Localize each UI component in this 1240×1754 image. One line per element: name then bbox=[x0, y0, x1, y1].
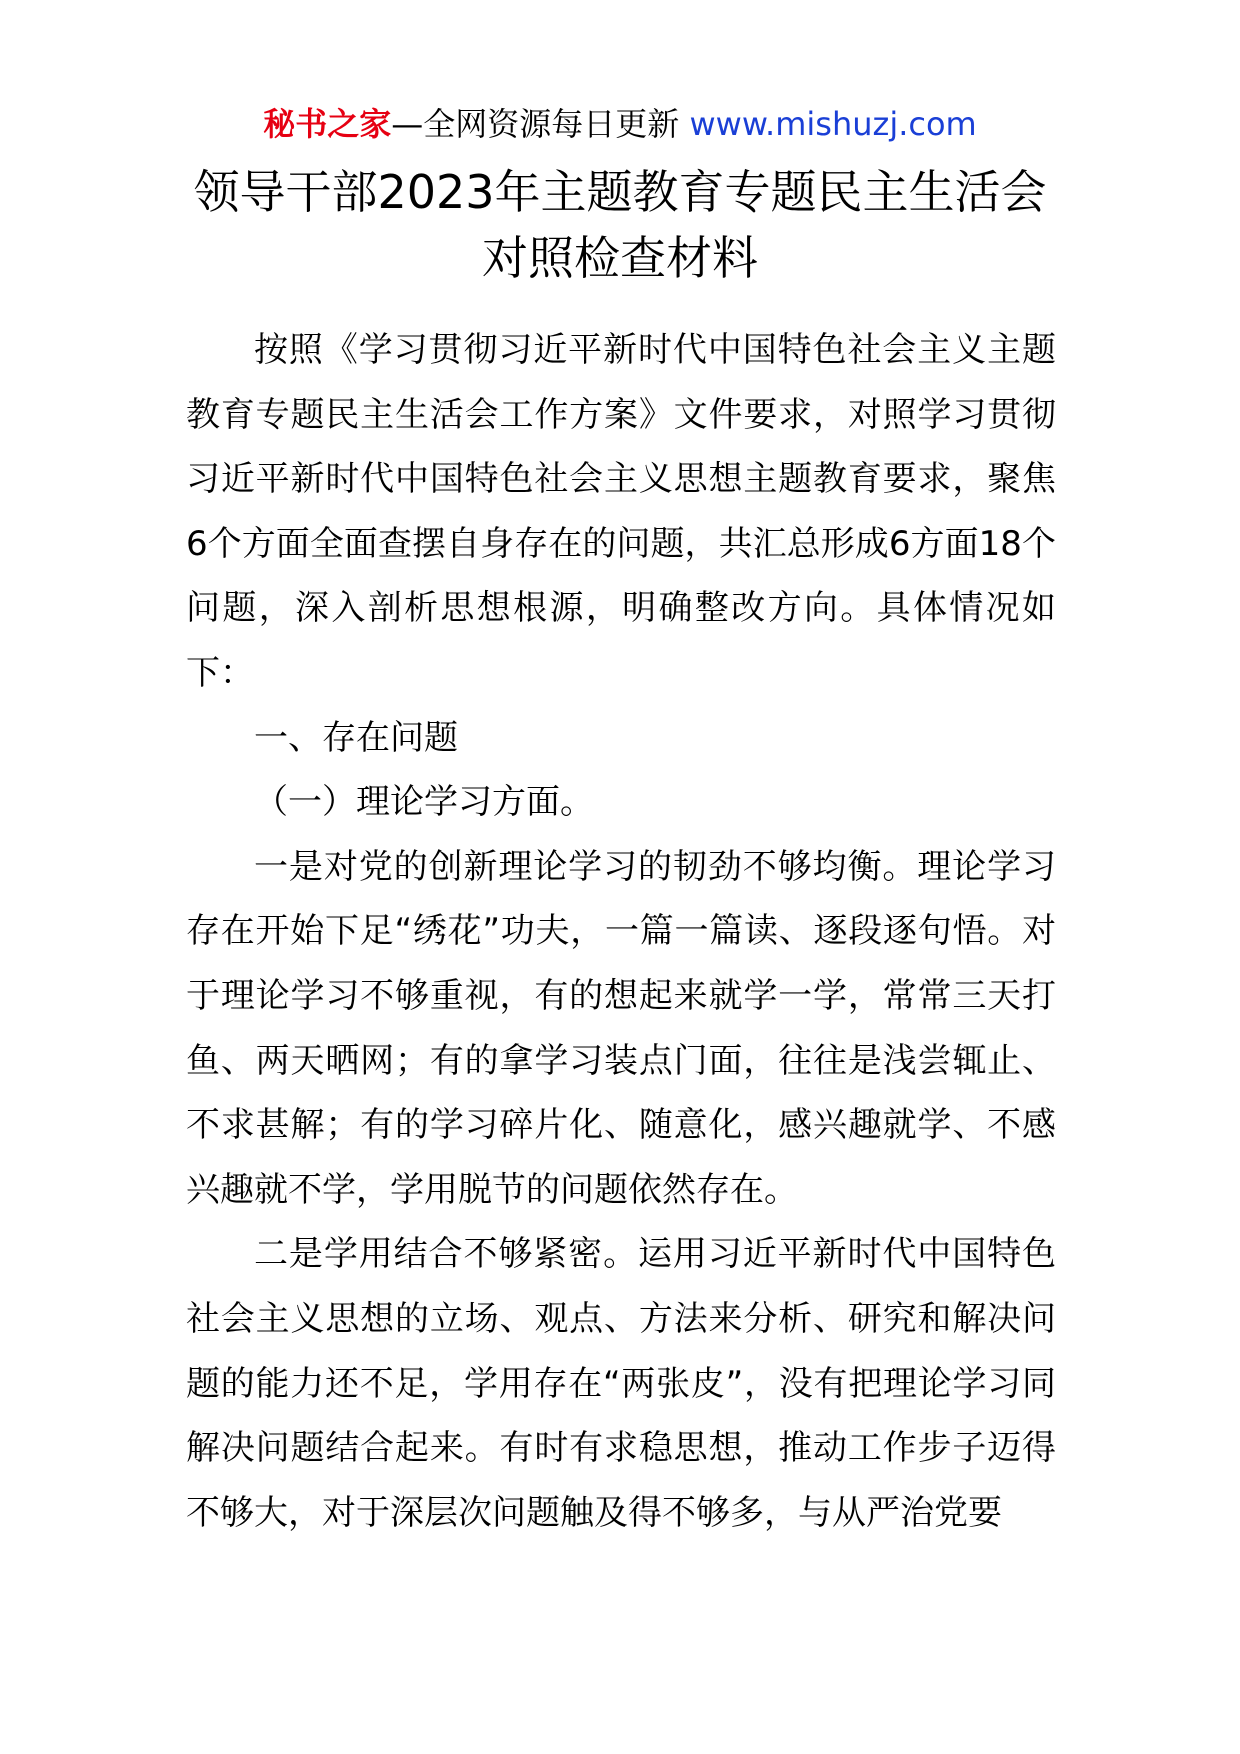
brand-name: 秘书之家 bbox=[263, 105, 392, 143]
document-title-line1: 领导干部2023年主题教育专题民主生活会 bbox=[193, 165, 1047, 219]
subsection-heading: （一）理论学习方面。 bbox=[254, 782, 594, 823]
watermark-header bbox=[0, 100, 1240, 148]
section-heading: 一、存在问题 bbox=[254, 717, 458, 758]
header-url-link[interactable]: www.mishuzj.com bbox=[689, 105, 977, 143]
document-body bbox=[186, 318, 1056, 1545]
header-tagline: —全网资源每日更新 bbox=[391, 105, 680, 143]
document-title-line2: 对照检查材料 bbox=[482, 231, 758, 285]
intro-paragraph: 按照《学习贯彻习近平新时代中国特色社会主义主题教育专题民主生活会工作方案》文件要求，对照学习贯彻习近平新时代中国特色社会主义思想主题教育要求，聚焦6个方面全面查摆自身存在的问题，共汇总形成6方面18个问题，深入剖析思想根源，明确整改方向。具体情况如下： bbox=[186, 330, 1056, 693]
point-one-paragraph: 一是对党的创新理论学习的韧劲不够均衡。理论学习存在开始下足“绣花”功夫，一篇一篇读、逐段逐句悟。对于理论学习不够重视，有的想起来就学一学，常常三天打鱼、两天晒网；有的拿学习装点门面，往往是浅尝辄止、不求甚解；有的学习碎片化、随意化，感兴趣就学、不感兴趣就不学，学用脱节的问题依然存在。 bbox=[186, 846, 1056, 1210]
point-two-paragraph: 二是学用结合不够紧密。运用习近平新时代中国特色社会主义思想的立场、观点、方法来分析、研究和解决问题的能力还不足，学用存在“两张皮”，没有把理论学习同解决问题结合起来。有时有求稳思想，推动工作步子迈得不够大，对于深层次问题触及得不够多，与从严治党要 bbox=[186, 1234, 1056, 1533]
